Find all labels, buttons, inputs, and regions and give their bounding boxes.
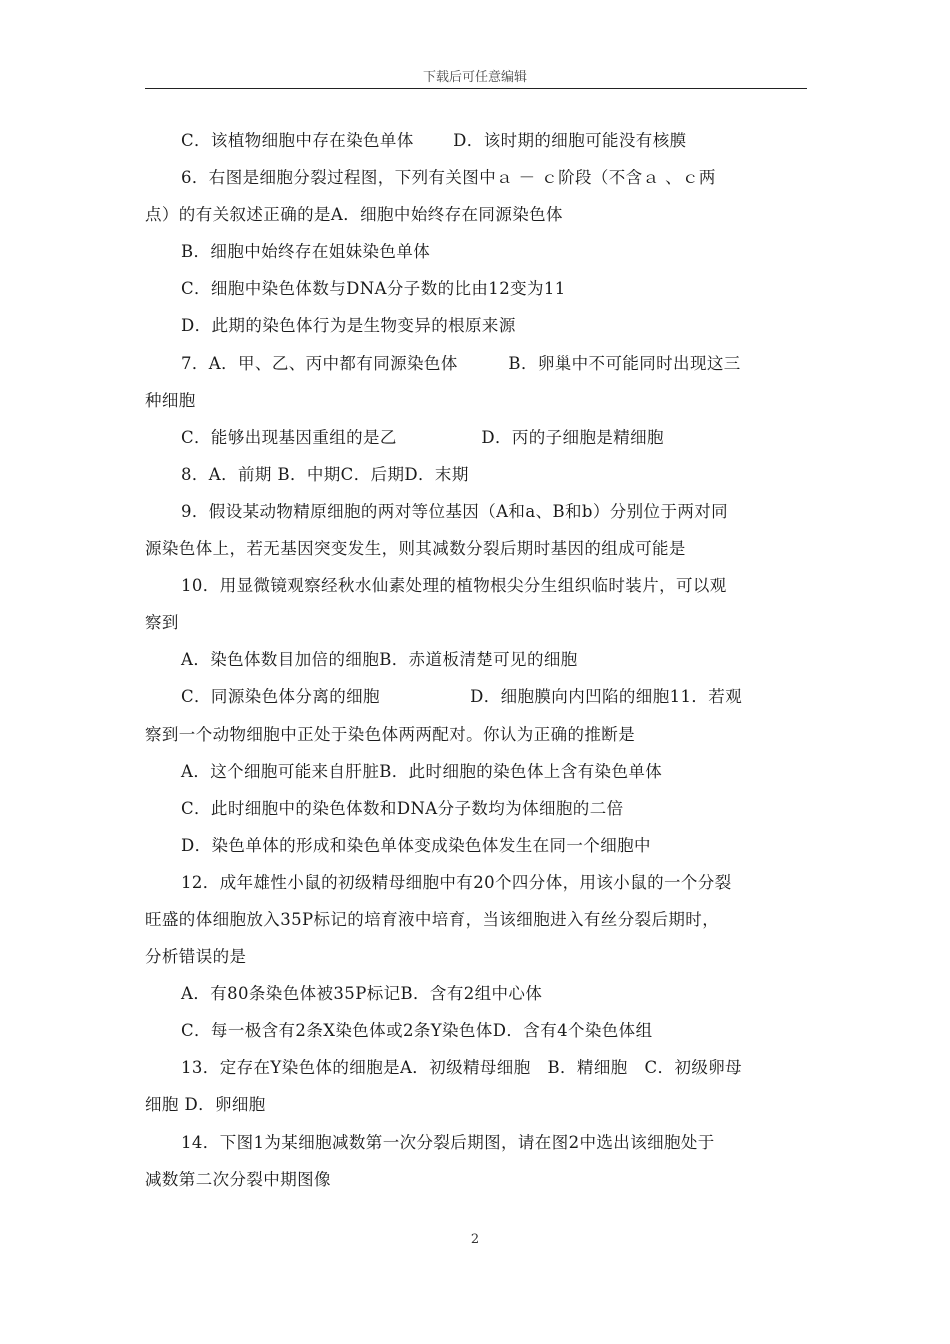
text-line: 分析错误的是 [145,947,247,967]
text-line: D．此期的染色体行为是生物变异的根原来源 [181,316,516,336]
text-line: 察到 [145,613,179,633]
text-line: C．每一极含有2条X染色体或2条Y染色体D．含有4个染色体组 [181,1021,653,1041]
text-line: C．该植物细胞中存在染色单体 D．该时期的细胞可能没有核膜 [181,131,687,150]
text-line: 细胞 D．卵细胞 [145,1095,266,1115]
text-line: A．有80条染色体被35P标记B．含有2组中心体 [181,984,543,1004]
text-line: 点）的有关叙述正确的是A．细胞中始终存在同源染色体 [145,205,563,225]
text-line: B．细胞中始终存在姐妹染色单体 [181,242,431,262]
text-line: 8．A．前期 B．中期C．后期D．末期 [181,464,469,484]
text-line: 察到一个动物细胞中正处于染色体两两配对。你认为正确的推断是 [145,724,636,744]
text-line: D．染色单体的形成和染色单体变成染色体发生在同一个细胞中 [181,835,651,855]
text-line: 10．用显微镜观察经秋水仙素处理的植物根尖分生组织临时装片，可以观 [181,576,727,596]
page-number: 2 [470,1232,480,1247]
page-header: 下载后可任意编辑 [422,70,527,85]
text-line: 源染色体上，若无基因突变发生，则其减数分裂后期时基因的组成可能是 [145,539,686,559]
text-line: 6．右图是细胞分裂过程图，下列有关图中ａ － ｃ阶段（不含ａ 、ｃ两 [181,168,716,188]
text-line: C．细胞中染色体数与DNA分子数的比由12变为11 [181,279,566,299]
text-line: 14．下图1为某细胞减数第一次分裂后期图，请在图2中选出该细胞处于 [181,1132,715,1152]
header-divider [145,88,807,89]
document-body [145,122,807,1198]
text-line: A．这个细胞可能来自肝脏B．此时细胞的染色体上含有染色单体 [181,761,663,781]
text-line: C．能够出现基因重组的是乙 D．丙的子细胞是精细胞 [181,427,664,447]
text-line: C．同源染色体分离的细胞 D．细胞膜向内凹陷的细胞11．若观 [181,687,743,707]
text-line: 13．定存在Y染色体的细胞是A．初级精母细胞 B．精细胞 C．初级卵母 [181,1058,743,1078]
text-line: 9．假设某动物精原细胞的两对等位基因（A和a、B和b）分别位于两对同 [181,501,729,521]
text-line: C．此时细胞中的染色体数和DNA分子数均为体细胞的二倍 [181,798,624,818]
text-line: A．染色体数目加倍的细胞B．赤道板清楚可见的细胞 [181,650,578,670]
text-line: 12．成年雄性小鼠的初级精母细胞中有20个四分体，用该小鼠的一个分裂 [181,872,732,892]
text-line: 旺盛的体细胞放入35P标记的培育液中培育，当该细胞进入有丝分裂后期时， [145,909,720,929]
text-line: 7．A．甲、乙、丙中都有同源染色体 B．卵巢中不可能同时出现这三 [181,353,741,373]
text-line: 种细胞 [145,390,196,410]
text-line: 减数第二次分裂中期图像 [145,1169,331,1189]
